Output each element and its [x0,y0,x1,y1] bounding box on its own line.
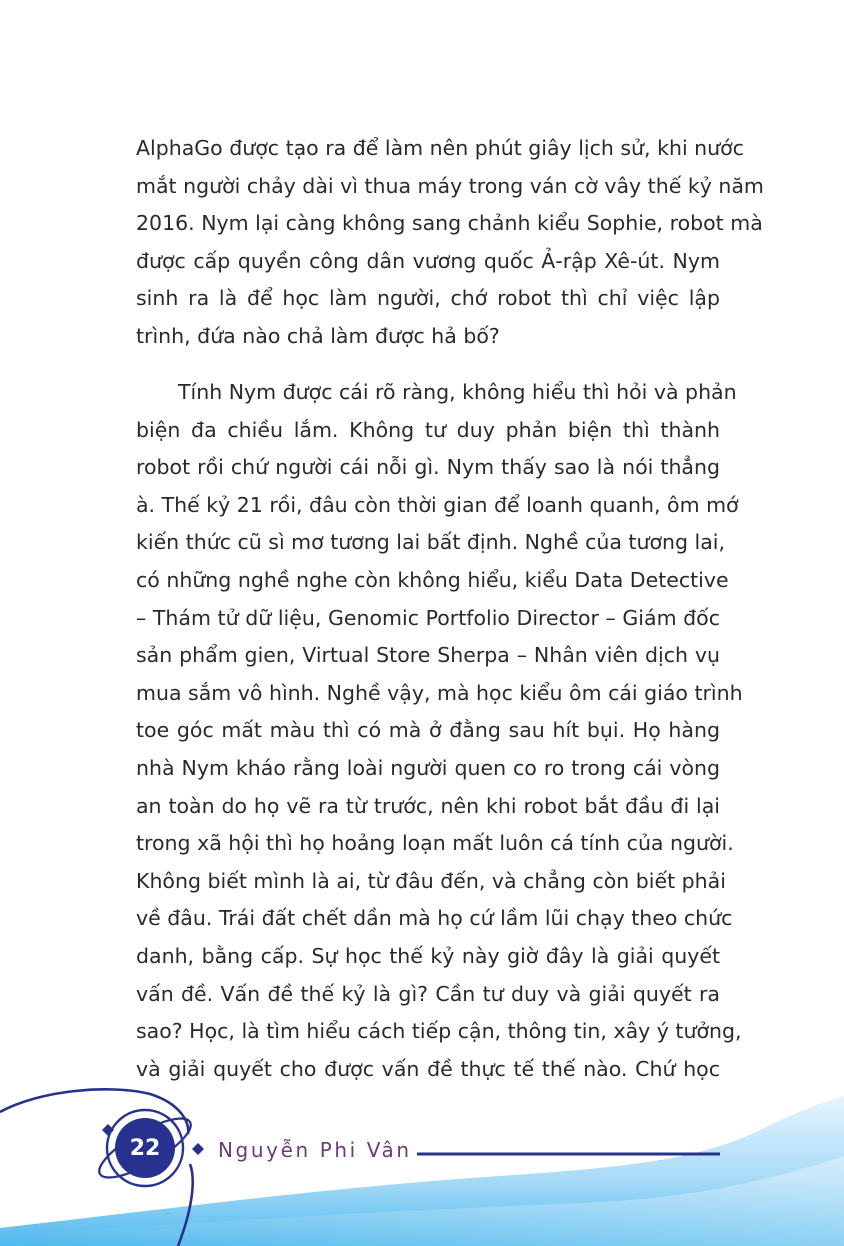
text-line: – Thám tử dữ liệu, Genomic Portfolio Director – Giám đốc [136,605,720,630]
text-line: an toàn do họ vẽ ra từ trước, nên khi robot bắt đầu đi lại [136,793,720,818]
text-line: à. Thế kỷ 21 rồi, đâu còn thời gian để loanh quanh, ôm mớ [136,492,739,517]
text-line: sinh ra là để học làm người, chớ robot thì chỉ việc lập [136,286,720,311]
text-line: có những nghề nghe còn không hiểu, kiểu Data Detective [136,567,729,592]
diamond-bullet-icon [192,1143,204,1155]
text-line: về đâu. Trái đất chết dần mà họ cứ lầm lũi chạy theo chức [136,906,733,931]
text-line: mắt người chảy dài vì thua máy trong ván cờ vây thế kỷ năm [136,173,764,198]
page-number: 22 [129,1136,161,1161]
text-line: Không biết mình là ai, từ đâu đến, và chẳng còn biết phải [136,868,726,893]
text-line: sao? Học, là tìm hiểu cách tiếp cận, thông tin, xây ý tưởng, [136,1019,742,1044]
text-line: toe góc mất màu thì có mà ở đằng sau hít bụi. Họ hàng [136,718,720,743]
text-line: AlphaGo được tạo ra để làm nên phút giây lịch sử, khi nước [136,136,744,160]
paragraph-2 [136,374,743,1088]
text-line: nhà Nym kháo rằng loài người quen co ro trong cái vòng [136,755,720,780]
author-name: Nguyễn Phi Vân [218,1138,412,1162]
text-line: mua sắm vô hình. Nghề vậy, mà học kiểu ôm cái giáo trình [136,680,743,705]
paragraph-1 [136,130,764,356]
text-line: sản phẩm gien, Virtual Store Sherpa – Nhân viên dịch vụ [136,643,720,668]
text-line: trình, đứa nào chả làm được hả bố? [136,323,500,348]
text-line: trong xã hội thì họ hoảng loạn mất luôn cá tính của người. [136,831,734,856]
text-line: 2016. Nym lại càng không sang chảnh kiểu Sophie, robot mà [136,211,763,236]
text-line: được cấp quyền công dân vương quốc Ả-rập Xê-út. Nym [136,248,720,273]
text-line: robot rồi chứ người cái nỗi gì. Nym thấy sao là nói thẳng [136,455,720,480]
text-line: danh, bằng cấp. Sự học thế kỷ này giờ đây là giải quyết [136,943,720,968]
text-line: kiến thức cũ sì mơ tương lai bất định. Nghề của tương lai, [136,530,725,555]
text-line: biện đa chiều lắm. Không tư duy phản biện thì thành [136,417,720,442]
text-line: Tính Nym được cái rõ ràng, không hiểu thì hỏi và phản [178,380,737,404]
text-line: và giải quyết cho được vấn đề thực tế thế nào. Chứ học [136,1056,720,1081]
text-line: vấn đề. Vấn đề thế kỷ là gì? Cần tư duy và giải quyết ra [136,981,720,1006]
